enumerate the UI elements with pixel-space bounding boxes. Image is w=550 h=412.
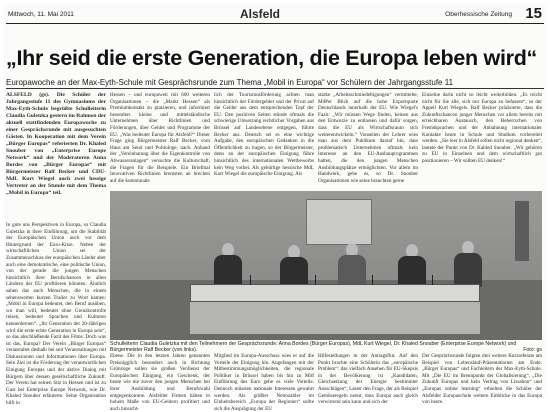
article-photo — [110, 191, 542, 340]
newspaper-name: Oberhessische Zeitung — [445, 11, 512, 18]
photo-flag — [515, 201, 529, 261]
page-number: 15 — [525, 5, 542, 22]
article-column-3-bottom: Mitglied im Europa-Ausschuss wies er auf die Vorteile der Einigung hin. Angefangen mit der Mitbestimmungsmöglichkeiten, die regionale Politiker in Brüssel haben bis hin zu Mitf Einführung des Euro gebe es viele Vorteile. Dennoch müssten nationale Interessen gewahrt werden. Als größter Nettozahler im Einheitsbereich „Europa der Regionen“ sollte sich die Ausprägung der EU — [214, 353, 314, 412]
photo-person — [398, 256, 426, 287]
newspaper-page — [4, 4, 546, 412]
article-column-1: In gute uns Perspektiven in Europa, so Claudia Guletzka in ihrer Einführung, um die Stabilität der Europäischen Union auch vor dem Hintergrund der Euro-Krise. Neben der wirtschaftlichen Union sei der Zusammenschluss der europäischen Länder aber auch eine demokratische, eine politische Union, von der gerade die jungen Menschen hinsichtlich ihrer Berufschancen in allen Ländern der EU profitieren könnten. Ähnlich sahen das auch Menschen, die in einem sehenswerten kurzen Trailer zu Wort kamen: „Mobil in Europa bedeutet, den Beruf ausüben, wo man will, bedeutet ohne Grenzkontrolle reisen, bedeutet Sprachen und Kulturen kennenlernen“. „Ihr Generation der 20-Jährigen wird die erste echte Generation in Europa sein“, so das abschließende Fazit des Films. Doch was ist das, Europa? Der Verein „Bürger Europas“ veranstaltet deshalb bei seit Veranstaltungen mit Diskussionen und Informationen über Europa. Sein Ziel ist die Förderung der verantwortlichen Einigung Europas und der aktive Dialog mit Bürgern über dessen gesellschaftliche Zukunft. Der Verein hat seinen Sitz in Hessen und ist zu Gast bei Enterprise Europe Network, wie Dr. Khaled Snouber erläuterte. Seine Organisation hilft in — [6, 222, 106, 407]
article-headline: „Ihr seid die erste Generation, die Europa leben wird“ — [6, 46, 537, 70]
photo-microphone — [315, 275, 316, 285]
article-column-4-bottom: Hilfestellungen in der Antragsflut. Auf den Punkt brachte eine Schülerin das „europäische Problem“: das vielfach Ansehen für EU-Skepsis in der Bevölkerung ist „Kandidaten, Gleichsetzung der Energie bestimmter Ausschlägen“, Laster den Frage, der als Beispiel Gemüseregeln nennt, dass Europa auch gleich verwirrend sein kann und sich der — [318, 353, 418, 406]
photo-microphone — [432, 275, 433, 285]
photo-microphone — [372, 275, 373, 285]
issue-date: Mittwoch, 11. Mai 2011 — [8, 11, 74, 18]
article-intro: ALSFELD (gs). Die Schüler der Jahrgangsstufe 11 des Gymnasiums der Max-Eyth-Schule begrüßte Schulleiterin Claudia Guletzka gestern im Rahmen der aktuell stattfindenden Europawoche zu einer Gesprächsrunde mit ausgesuchten Gästen. In Kooperation mit dem Verein „Bürger Europas“ referierten Dr. Khaled Snouber von „Enterprise Europe Network“ und der Moderatoren Anna Bordes von „Bürger Europas“ mit Bürgermeister Ralf Becker und CDU-MdL Kurt Wiegel auch zwei hessige Vertreter an der Stunde mit dem Thema „Mobil in Europa“ teil. — [6, 92, 106, 196]
photo-table-front — [190, 302, 480, 334]
article-column-3: lich der Tourismusförderung achten man hinsichtlich der Fördergelder und der Privat auf die Gelder aus dem entsprechenden Topf der EU. Den positiven Seiten stünde oftmals die schwierige Umsetzung rechtlicher Vorgaben aus Brüssel auf Landesebene entgegen, führte Becker aus. Deutsch sei es eine wichtige Aufgabe, den europäischen Gedanken in die Öffentlichkeit zu tragen, so der Bürgermeister, denn an der europäischen Einigung führe hinsichtlich des internationalen Wettbewerbs kein Weg vorbei. Als gebürtige hessische MdL Kurt Wiegel die europäische Einigung. Als — [214, 92, 314, 178]
article-column-5-bottom: Der Gesprächsrunde folgten drei weitere Kurzreferate am Beispiel von Lebenslauf-Präsentationen am Ende. „Bürger Europas“ und Fachleitern der Max-Eyth-Schule. Mit „Die EU im Brennpunkt der Globalisierung“, „Die Zukunft Europas und kein Vertrag von Lissabon“ und „Europas online learning“ erhielten die Schüler der Alsfelder Europaschule weitere Einblicke in das Europa von heute. — [422, 353, 542, 406]
subhead-divider — [6, 88, 544, 89]
photo-board — [306, 199, 372, 245]
photo-person — [454, 253, 482, 287]
photo-microphone — [250, 275, 251, 285]
article-column-4: starke „Arbeitsschmiedeltigungen“ vermittelte, MdPer Blick auf die hohe Exportquote Deutschlands innerhalb der EU. Wie Wiegel's Fazit: „Wir müssen Wege finden, keinen aus den Entwurze zu entlassen und dafür sorgen, dass die EU als Wirtschaftsraum sich weiterentwickeln.“ Vonseiten der Lehrer wies man aus dem Publikum darauf hin, dass problematisch Unternehmen oftmals kein Interesse an den EU-Ausbauprogrammen hatten, die den jungen Menschen Ausbildungsplätze ermöglichten. Vor allem im Handwerk, gebe es, so Dr. Snouber Organisationen wie seine brauchten gerne — [318, 92, 418, 184]
photo-caption-text: Schulleiterin Claudia Guletzka mit den Teilnehmern der Gesprächsrunde: Anna Bordes (Bürger Europas), MdL Kurt Wiegel, Dr. Khaled Snouber (Enterprise Europe Network) und Bürgermeister Ralf Becker (von links). — [110, 341, 517, 354]
section-title: Alsfeld — [240, 7, 281, 21]
article-column-5: Einzelne darin nicht so leicht weiterbilden. „Es reicht nicht für Sie alle, sich nur Europa zu befassen“, so der Appell Kurt Wiegels. Ralf Becker präzisierte, dass die Zukunftschancen junger Menschen vor allem bereits mit erreichbaren Austausch, den Beherrschen von Fremdsprachen und der Anbahnung internationaler Kontakte heute in Schule und Studium vorbereitet werden. „Sie leer in Alsfeld sollen nicht regional denken“, lautete der Punkt von Dr. Kahled Snouber. „Wir gehören zu EU in Einzelnen und dem wirtschaftlich gut positionieren – Wir sollten EU denken!“ — [422, 92, 542, 164]
page-header — [6, 6, 544, 24]
photo-table — [190, 284, 480, 302]
article-subheadline: Europawoche an der Max-Eyth-Schule mit Gesprächsrunde zum Thema „Mobil in Europa“ vor Schülern der Jahrgangsstufe 11 — [6, 78, 454, 87]
photo-caption — [110, 341, 542, 354]
article-column-2: Hessen – und europaweit mit 600 weiteren Organisationen – die „Markt Hessen“ als Premiumkontakt zu platzieren, und informiert besonders kleine und mittelständische Unternehmen über Richtlinien und Förderungen, über Gelder und Programme der EU. „Was bedeutet Europa für Alsfeld?“ Dieser Frage ging Bürgermeister Ralf Becker, vom Haus am Seiol und Politologe, nach. Anhand der „Vereinbarung über die Eigenkontrolle von Abwasseranlagen“ versuchte die Kulturschaft, die Fragen für die Beispiele. Ein Briefmal Innovativen Richtlinien bremsten an brechen auf die kommunale — [110, 92, 210, 184]
photo-person — [214, 255, 242, 287]
photo-credit: Foto: gs — [523, 347, 542, 354]
article-column-2-bottom: Ebene. Die in den letzten Jahren genannten Preisnigglich besonders auch in Richtung Grünzoge sollen sie großen Verdienst der Europäischen Einigung, ein Geschenk, der heute wie nie zuvor den jungen Menschen bei ihrer Ausbildung und Berufswahl entgegenkomme. Alsfelder Firmen hätten in hohem Maße von EU-Geldern profitiert und auch hinsicht- — [110, 353, 210, 412]
photo-person — [338, 255, 366, 287]
photo-person — [280, 257, 308, 287]
